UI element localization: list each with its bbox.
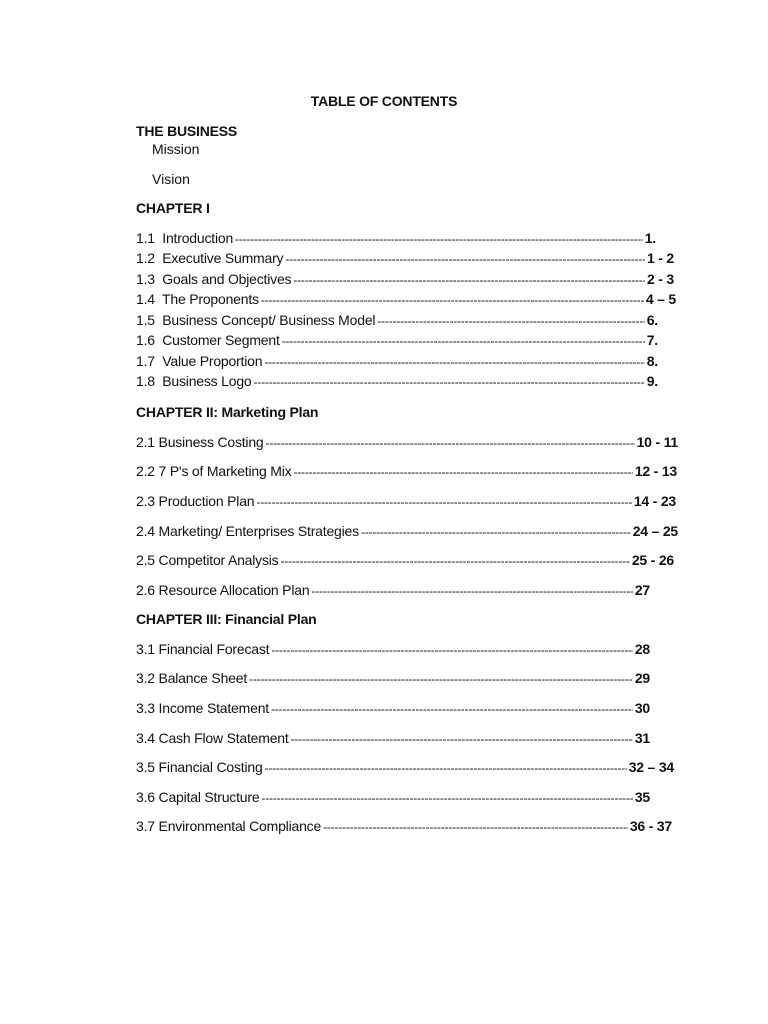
entry-page: 25 - 26 [631,552,674,568]
toc-entry [136,818,672,834]
entry-page: 1 - 2 [646,250,674,266]
dot-leader [311,584,632,598]
toc-entry [136,789,650,805]
entry-label: 3.2 Balance Sheet [136,670,248,686]
entry-number: 1.4 [136,291,155,307]
entry-label: 2.3 Production Plan [136,493,255,509]
entry-label: Goals and Objectives [162,271,292,287]
entry-label: 2.1 Business Costing [136,434,264,450]
entry-label: 2.6 Resource Allocation Plan [136,582,310,598]
toc-entry [136,332,658,348]
entry-label: 3.6 Capital Structure [136,789,260,805]
dot-leader [264,355,644,369]
dot-leader [361,525,631,539]
entry-page: 8. [646,353,658,369]
entry-page: 24 – 25 [632,523,678,539]
entry-label: 3.1 Financial Forecast [136,641,270,657]
entry-label: Customer Segment [162,332,280,348]
entry-page: 30 [634,700,650,716]
toc-entry [136,730,650,746]
entry-label: The Proponents [162,291,259,307]
dot-leader [285,252,645,266]
entry-label: Value Proportion [162,353,263,369]
entry-page: 6. [646,312,658,328]
entry-number: 1.2 [136,250,155,266]
toc-entry [136,291,676,307]
toc-item-vision: Vision [152,171,190,187]
dot-leader [291,732,633,746]
entry-page: 32 – 34 [628,759,674,775]
toc-title: TABLE OF CONTENTS [310,93,458,109]
chapter-2-heading: CHAPTER II: Marketing Plan [136,404,319,420]
dot-leader [266,436,635,450]
entry-page: 35 [634,789,650,805]
dot-leader [271,643,632,657]
entry-label: 3.7 Environmental Compliance [136,818,322,834]
toc-item-mission: Mission [152,141,200,157]
entry-label: Executive Summary [162,250,284,266]
entry-label: 3.3 Income Statement [136,700,269,716]
toc-entry [136,523,678,539]
entry-label: Business Logo [162,373,252,389]
section-heading-business: THE BUSINESS [136,123,238,139]
toc-entry [136,230,656,246]
chapter-1-heading: CHAPTER I [136,200,210,216]
entry-page: 10 - 11 [636,434,678,450]
entry-page: 4 – 5 [645,291,676,307]
entry-label: Introduction [162,230,234,246]
dot-leader [293,465,632,479]
entry-label: 2.4 Marketing/ Enterprises Strategies [136,523,359,539]
entry-page: 36 - 37 [629,818,672,834]
entry-page: 2 - 3 [646,271,674,287]
dot-leader [265,761,627,775]
entry-number: 1.1 [136,230,155,246]
entry-page: 12 - 13 [634,463,677,479]
dot-leader [280,554,629,568]
toc-entry [136,250,674,266]
toc-entry [136,670,650,686]
dot-leader [256,495,631,509]
toc-entry [136,271,674,287]
dot-leader [254,375,645,389]
toc-entry [136,759,674,775]
entry-label: 2.2 7 P's of Marketing Mix [136,463,292,479]
entry-page: 31 [634,730,650,746]
entry-page: 27 [634,582,650,598]
toc-entry [136,434,678,450]
entry-page: 1. [644,230,656,246]
entry-page: 9. [646,373,658,389]
toc-entry [136,582,650,598]
entry-label: 2.5 Competitor Analysis [136,552,279,568]
dot-leader [261,791,632,805]
toc-entry [136,700,650,716]
dot-leader [282,334,645,348]
dot-leader [271,702,633,716]
entry-page: 14 - 23 [633,493,676,509]
dot-leader [249,672,633,686]
dot-leader [377,314,644,328]
toc-entry [136,493,676,509]
toc-entry [136,463,677,479]
entry-page: 7. [646,332,658,348]
entry-label: 3.5 Financial Costing [136,759,263,775]
entry-label: 3.4 Cash Flow Statement [136,730,289,746]
entry-number: 1.6 [136,332,155,348]
dot-leader [235,232,643,246]
entry-number: 1.3 [136,271,155,287]
toc-entry [136,353,658,369]
entry-label: Business Concept/ Business Model [162,312,376,328]
entry-number: 1.5 [136,312,155,328]
dot-leader [293,273,645,287]
entry-number: 1.8 [136,373,155,389]
dot-leader [261,293,644,307]
entry-page: 28 [634,641,650,657]
toc-entry [136,312,658,328]
toc-entry [136,641,650,657]
dot-leader [323,820,628,834]
entry-number: 1.7 [136,353,155,369]
entry-page: 29 [634,670,650,686]
toc-entry [136,373,658,389]
toc-entry [136,552,674,568]
chapter-3-heading: CHAPTER III: Financial Plan [136,611,317,627]
